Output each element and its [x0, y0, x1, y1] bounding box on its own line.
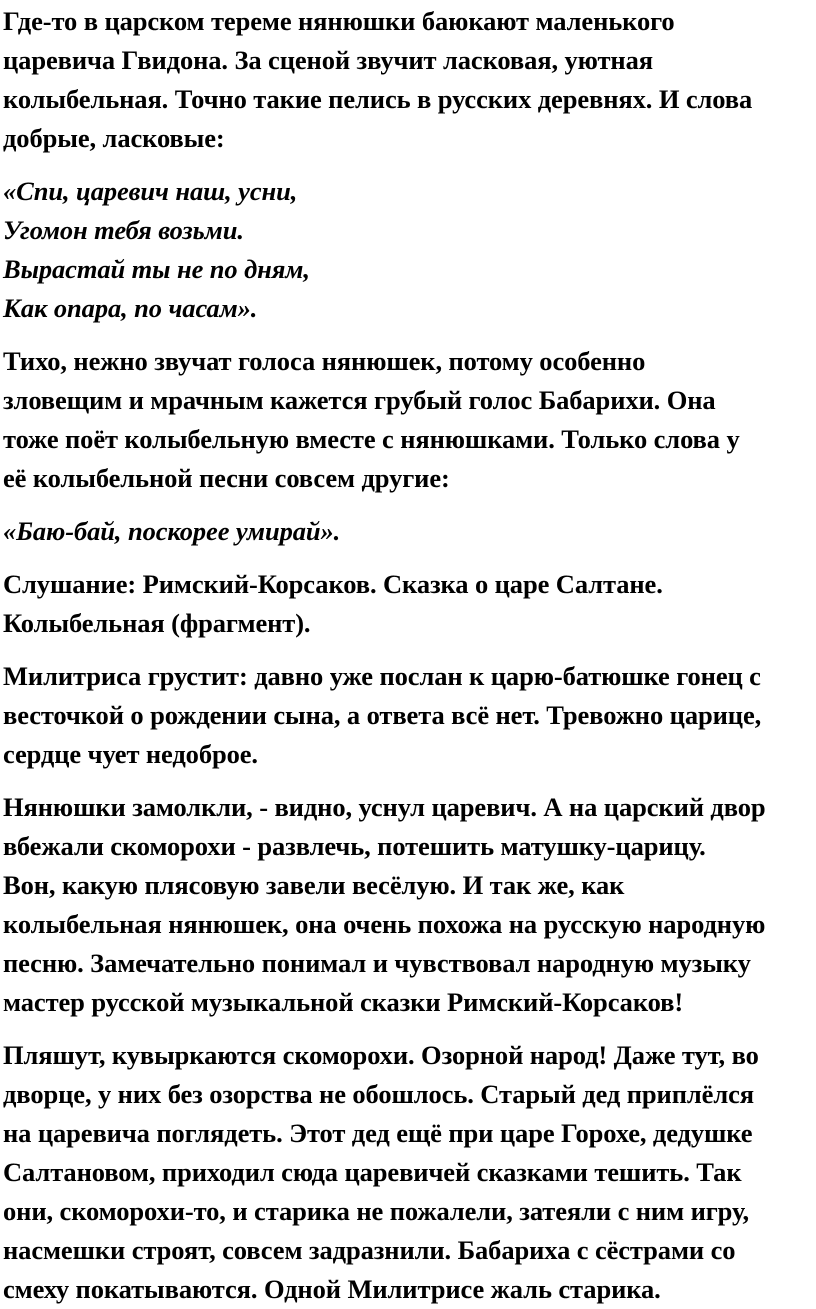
text-line: Нянюшки замолкли, - видно, уснул царевич. А на царский двор	[3, 792, 766, 822]
verse-quote	[3, 172, 816, 328]
verse-quote	[3, 512, 816, 551]
text-line: колыбельная. Точно такие пелись в русских деревнях. И слова	[3, 84, 753, 114]
text-line: Слушание: Римский-Корсаков. Сказка о царе Салтане.	[3, 569, 663, 599]
text-line: Как опара, по часам».	[3, 293, 258, 323]
text-line: Салтановом, приходил сюда царевичей сказками тешить. Так	[3, 1157, 742, 1187]
text-line: Тихо, нежно звучат голоса нянюшек, потому особенно	[3, 346, 646, 376]
text-paragraph	[3, 565, 816, 643]
text-line: колыбельная нянюшек, она очень похожа на русскую народную	[3, 909, 766, 939]
text-line: вбежали скоморохи - развлечь, потешить матушку-царицу.	[3, 831, 706, 861]
text-line: Колыбельная (фрагмент).	[3, 608, 311, 638]
text-line: Угомон тебя возьми.	[3, 215, 244, 245]
text-line: весточкой о рождении сына, а ответа всё нет. Тревожно царице,	[3, 700, 762, 730]
text-line: «Спи, царевич наш, усни,	[3, 176, 298, 206]
text-line: зловещим и мрачным кажется грубый голос Бабарихи. Она	[3, 385, 716, 415]
text-line: насмешки строят, совсем задразнили. Бабариха с сёстрами со	[3, 1235, 736, 1265]
text-line: «Баю-бай, поскорее умирай».	[3, 516, 341, 546]
text-line: сердце чует недоброе.	[3, 739, 258, 769]
text-line: добрые, ласковые:	[3, 123, 225, 153]
text-paragraph	[3, 342, 816, 498]
text-paragraph	[3, 2, 816, 158]
text-line: её колыбельной песни совсем другие:	[3, 463, 450, 493]
text-paragraph	[3, 788, 816, 1022]
text-line: царевича Гвидона. За сценой звучит ласковая, уютная	[3, 45, 653, 75]
text-line: Пляшут, кувыркаются скоморохи. Озорной народ! Даже тут, во	[3, 1040, 759, 1070]
text-line: тоже поёт колыбельную вместе с нянюшками. Только слова у	[3, 424, 740, 454]
text-line: песню. Замечательно понимал и чувствовал народную музыку	[3, 948, 751, 978]
text-line: они, скоморохи-то, и старика не пожалели, затеяли с ним игру,	[3, 1196, 749, 1226]
text-line: мастер русской музыкальной сказки Римский-Корсаков!	[3, 987, 684, 1017]
text-paragraph	[3, 657, 816, 774]
text-line: Где-то в царском тереме нянюшки баюкают маленького	[3, 6, 675, 36]
text-line: смеху покатываются. Одной Милитрисе жаль старика.	[3, 1274, 661, 1304]
text-line: на царевича поглядеть. Этот дед ещё при царе Горохе, дедушке	[3, 1118, 753, 1148]
text-paragraph	[3, 1036, 816, 1309]
text-line: Вон, какую плясовую завели весёлую. И так же, как	[3, 870, 625, 900]
text-line: Вырастай ты не по дням,	[3, 254, 310, 284]
text-line: дворце, у них без озорства не обошлось. Старый дед приплёлся	[3, 1079, 754, 1109]
text-line: Милитриса грустит: давно уже послан к царю-батюшке гонец с	[3, 661, 761, 691]
